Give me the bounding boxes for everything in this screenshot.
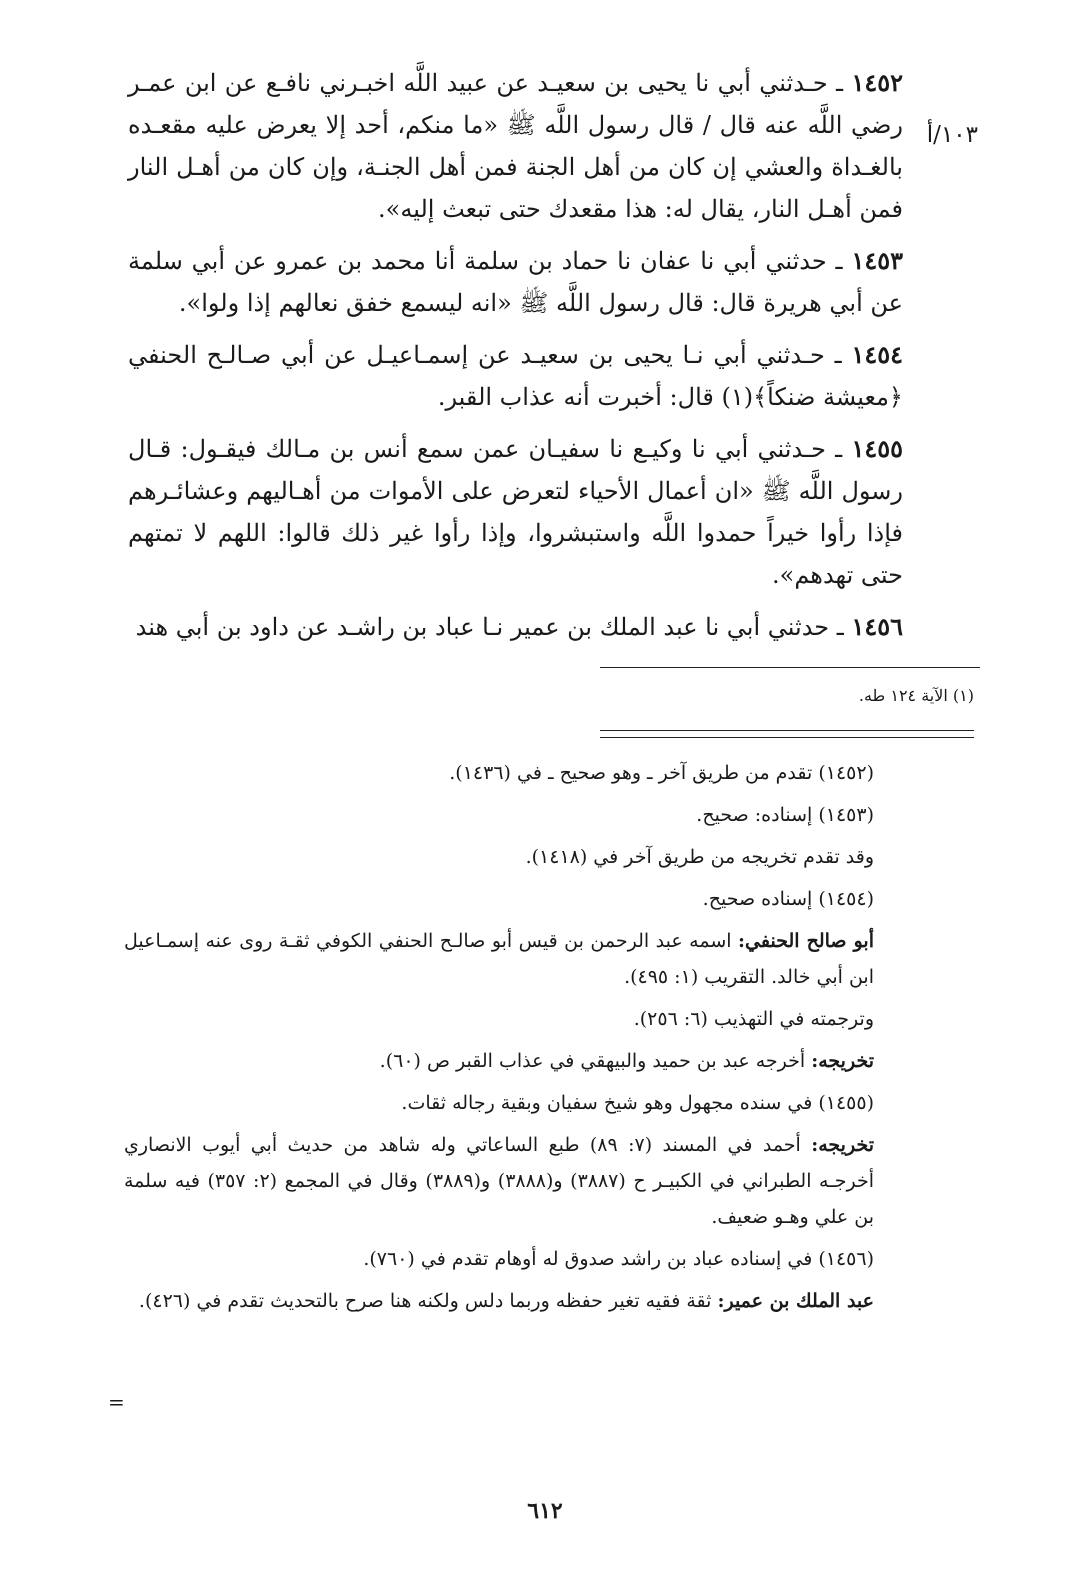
- commentary-text: (١٤٥٢) تقدم من طريق آخر ـ وهو صحيح ـ في (١٤٣٦).: [449, 762, 874, 784]
- commentary-line: [124, 1127, 904, 1235]
- commentary-label: تخريجه:: [811, 1134, 874, 1156]
- commentary-line: [124, 1241, 904, 1277]
- hadith-paragraph: [128, 240, 903, 324]
- commentary-text: أحمد في المسند (٧: ٨٩) طبع الساعاتي وله شاهد من حديث أبي أيوب الانصاري أخرجـه الطبراني في الكبيـر ح (٣٨٨٧) و(٣٨٨٨) و(٣٨٨٩) وقال في المجمع (٢: ٣٥٧) فيه سلمة بن علي وهـو ضعيف.: [124, 1134, 875, 1228]
- page-number: ٦١٢: [527, 1498, 563, 1524]
- hadith-text: ـ حـدثني أبي نا يحيى بن سعيـد عن عبيد اللَّه اخبـرني نافـع عن ابن عمـر رضي اللَّه عنه قال / قال رسول اللَّه ﷺ «ما منكم، أحد إلا يعرض عليه مقعـده بالغـداة والعشي إن كان من أهل الجنة فمن أهل الجنـة، وإن كان من أهـل النار فمن أهـل النار، يقال له: هذا مقعدك حتى تبعث إليه».: [128, 69, 903, 223]
- commentary-line: [124, 881, 904, 917]
- commentary-line: [124, 1283, 904, 1319]
- commentary-line: [124, 1085, 904, 1121]
- footnote-divider: [600, 667, 980, 668]
- commentary-line: [124, 839, 904, 875]
- commentary-label: أبو صالح الحنفي:: [738, 930, 874, 952]
- commentary-line: [124, 755, 904, 791]
- hadith-number: ١٤٥٦: [851, 612, 903, 641]
- commentary-line: [124, 923, 904, 995]
- hadith-paragraph: [128, 334, 903, 418]
- footnote: (١) الآية ١٢٤ طه.: [858, 686, 974, 705]
- hadith-text: ـ حـدثني أبي نـا يحيى بن سعيـد عن إسمـاعيـل عن أبي صـالـح الحنفي ﴿معيشة ضنكاً﴾(١) قال: أخبرت أنه عذاب القبر.: [128, 341, 903, 411]
- hadith-number: ١٤٥٣: [851, 246, 903, 275]
- commentary-line: [124, 797, 904, 833]
- hadith-paragraph: [128, 428, 903, 596]
- commentary-text: (١٤٥٤) إسناده صحيح.: [702, 888, 874, 910]
- commentary-line: [124, 1001, 904, 1037]
- commentary-text: ثقة فقيه تغير حفظه وربما دلس ولكنه هنا صرح بالتحديث تقدم في (٤٢٦).: [138, 1290, 718, 1312]
- commentary-text: وترجمته في التهذيب (٦: ٢٥٦).: [633, 1008, 874, 1030]
- commentary-label: تخريجه:: [811, 1050, 874, 1072]
- continuation-mark: =: [108, 1390, 125, 1414]
- hadith-text: ـ حدثني أبي نا عبد الملك بن عمير نـا عباد بن راشـد عن داود بن أبي هند: [135, 613, 844, 641]
- margin-folio-reference: ١٠٣/أ: [926, 122, 978, 148]
- commentary-text: وقد تقدم تخريجه من طريق آخر في (١٤١٨).: [525, 846, 874, 868]
- hadith-text-block: [128, 62, 903, 658]
- hadith-text: ـ حـدثني أبي نا وكيـع نا سفيـان عمن سمع أنس بن مـالك فيقـول: قـال رسول اللَّه ﷺ «ان أعمال الأحياء لتعرض على الأموات من أهـاليهم وعشائـرهم فإذا رأوا خيراً حمدوا اللَّه واستبشروا، وإذا رأوا غير ذلك قالوا: اللهم لا تمتهم حتى تهدهم».: [128, 435, 903, 589]
- commentary-text: (١٤٥٦) في إسناده عباد بن راشد صدوق له أوهام تقدم في (٧٦٠).: [363, 1248, 874, 1270]
- hadith-text: ـ حدثني أبي نا عفان نا حماد بن سلمة أنا محمد بن عمرو عن أبي سلمة عن أبي هريرة قال: قال رسول اللَّه ﷺ «انه ليسمع خفق نعالهم إذا ولوا».: [128, 247, 903, 317]
- hadith-number: ١٤٥٤: [851, 340, 904, 369]
- commentary-block: [124, 755, 904, 1325]
- hadith-number: ١٤٥٥: [851, 434, 903, 463]
- hadith-paragraph: [128, 62, 903, 230]
- commentary-label: عبد الملك بن عمير:: [717, 1290, 874, 1312]
- commentary-text: (١٤٥٥) في سنده مجهول وهو شيخ سفيان وبقية رجاله ثقات.: [401, 1092, 874, 1114]
- commentary-double-divider: [600, 730, 974, 738]
- commentary-text: اسمه عبد الرحمن بن قيس أبو صالـح الحنفي الكوفي ثقـة روى عنه إسمـاعيل ابن أبي خالد. التقريب (١: ٤٩٥).: [124, 930, 874, 988]
- commentary-text: أخرجه عبد بن حميد والبيهقي في عذاب القبر ص (٦٠).: [379, 1050, 812, 1072]
- hadith-number: ١٤٥٢: [851, 68, 903, 97]
- hadith-paragraph: [128, 606, 903, 648]
- commentary-text: (١٤٥٣) إسناده: صحيح.: [696, 804, 874, 826]
- commentary-line: [124, 1043, 904, 1079]
